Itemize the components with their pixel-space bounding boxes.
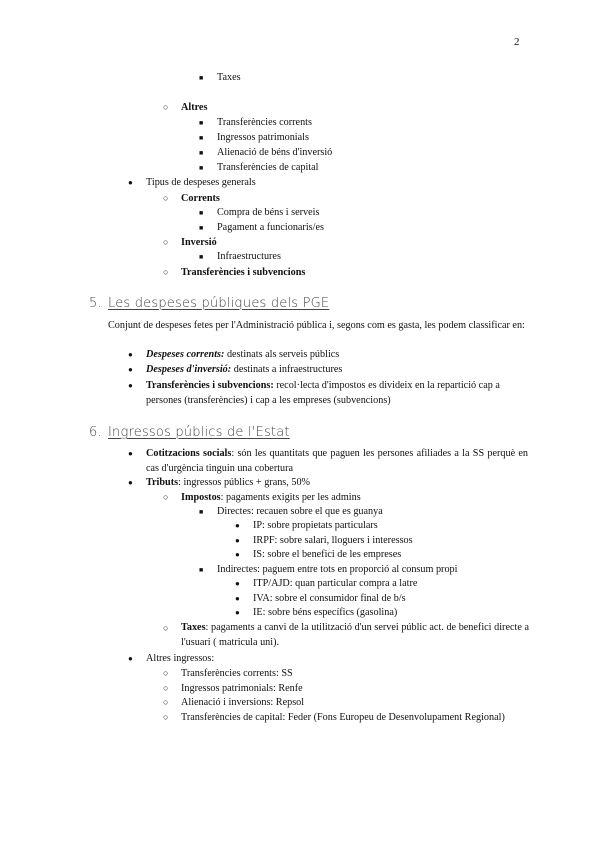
- list-item: ■ Compra de béns i serveis: [199, 207, 320, 218]
- list-item: ● ITP/AJD: quan particular compra a latre: [235, 578, 418, 589]
- circle-bullet-icon: ○: [163, 697, 169, 707]
- square-bullet-icon: ■: [199, 224, 204, 232]
- disc-bullet-icon: ●: [235, 550, 240, 559]
- list-item: ○ Ingressos patrimonials: Renfe: [163, 683, 303, 694]
- disc-bullet-icon: ●: [235, 521, 240, 530]
- list-item: ■ Ingressos patrimonials: [199, 132, 309, 143]
- disc-bullet-icon: ●: [128, 654, 133, 663]
- section-heading-5: 5. Les despeses públiques dels PGE: [89, 296, 330, 311]
- list-item: ● IE: sobre béns específics (gasolina): [235, 607, 398, 618]
- list-item: ● IS: sobre el benefici de les empreses: [235, 549, 402, 560]
- list-item: ○ Impostos: pagaments exigits per les admins: [163, 492, 361, 503]
- section-heading-6: 6. Ingressos públics de l'Estat: [89, 425, 290, 440]
- circle-bullet-icon: ○: [163, 623, 169, 633]
- disc-bullet-icon: ●: [128, 478, 133, 487]
- list-item: ● Despeses d'inversió: destinats a infraestructures: [128, 364, 343, 375]
- disc-bullet-icon: ●: [128, 178, 133, 187]
- circle-bullet-icon: ○: [163, 193, 169, 203]
- list-item: ● Transferències i subvencions: recol·lecta d'impostos es divideix en la repartició cap a persones (transferències) i cap a les empreses (subvencions): [128, 380, 500, 406]
- disc-bullet-icon: ●: [235, 579, 240, 588]
- list-item: ● Cotitzacions socials: són les quantitats que paguen les persones afiliades a la SS perquè en cas d'urgència tinguin una cobertura: [128, 448, 529, 474]
- list-item: ● IP: sobre propietats particulars: [235, 520, 378, 531]
- circle-bullet-icon: ○: [163, 492, 169, 502]
- list-item: ○ Transferències de capital: Feder (Fons Europeu de Desenvolupament Regional): [163, 712, 505, 723]
- list-item: ○ Corrents: [163, 193, 220, 204]
- square-bullet-icon: ■: [199, 508, 204, 516]
- list-item: ■ Transferències de capital: [199, 162, 319, 173]
- circle-bullet-icon: ○: [163, 267, 169, 277]
- list-item: ○ Transferències i subvencions: [163, 267, 306, 278]
- square-bullet-icon: ■: [199, 566, 204, 574]
- page-number: 2: [514, 36, 520, 48]
- list-item: ● Tributs: ingressos públics + grans, 50%: [128, 477, 311, 488]
- circle-bullet-icon: ○: [163, 712, 169, 722]
- square-bullet-icon: ■: [199, 209, 204, 217]
- list-item: ○ Altres: [163, 102, 208, 113]
- square-bullet-icon: ■: [199, 119, 204, 127]
- section-intro: Conjunt de despeses fetes per l'Administració pública i, segons com es gasta, les podem classificar en:: [108, 320, 525, 331]
- disc-bullet-icon: ●: [235, 536, 240, 545]
- list-item: ● IRPF: sobre salari, lloguers i interessos: [235, 535, 413, 546]
- disc-bullet-icon: ●: [128, 449, 133, 458]
- list-item: ■ Directes: recauen sobre el que es guanya: [199, 506, 383, 517]
- circle-bullet-icon: ○: [163, 102, 169, 112]
- square-bullet-icon: ■: [199, 253, 204, 261]
- list-item: ● Altres ingressos:: [128, 653, 215, 664]
- circle-bullet-icon: ○: [163, 683, 169, 693]
- list-item: ○ Transferències corrents: SS: [163, 668, 293, 679]
- list-item: ● Despeses corrents: destinats als serveis públics: [128, 349, 340, 360]
- list-item: ● Tipus de despeses generals: [128, 177, 256, 188]
- list-item: ■ Alienació de béns d'inversió: [199, 147, 333, 158]
- list-item: ■ Infraestructures: [199, 251, 281, 262]
- list-item: ○ Inversió: [163, 237, 217, 248]
- square-bullet-icon: ■: [199, 149, 204, 157]
- square-bullet-icon: ■: [199, 164, 204, 172]
- list-item: ● IVA: sobre el consumidor final de b/s: [235, 593, 406, 604]
- disc-bullet-icon: ●: [235, 608, 240, 617]
- list-item: ○ Taxes: pagaments a canvi de la utilització d'un servei públic act. de benefici directe a l'usuari ( matricula uni).: [163, 622, 529, 648]
- square-bullet-icon: ■: [199, 134, 204, 142]
- list-item: ■ Transferències corrents: [199, 117, 312, 128]
- disc-bullet-icon: ●: [128, 381, 133, 390]
- list-item: ○ Alienació i inversions: Repsol: [163, 697, 305, 708]
- circle-bullet-icon: ○: [163, 668, 169, 678]
- circle-bullet-icon: ○: [163, 237, 169, 247]
- square-bullet-icon: ■: [199, 74, 204, 82]
- list-item: ■ Pagament a funcionaris/es: [199, 222, 324, 233]
- disc-bullet-icon: ●: [128, 350, 133, 359]
- list-item: ■ Taxes: [199, 72, 241, 83]
- list-item: ■ Indirectes: paguem entre tots en proporció al consum propi: [199, 564, 458, 575]
- disc-bullet-icon: ●: [235, 594, 240, 603]
- disc-bullet-icon: ●: [128, 365, 133, 374]
